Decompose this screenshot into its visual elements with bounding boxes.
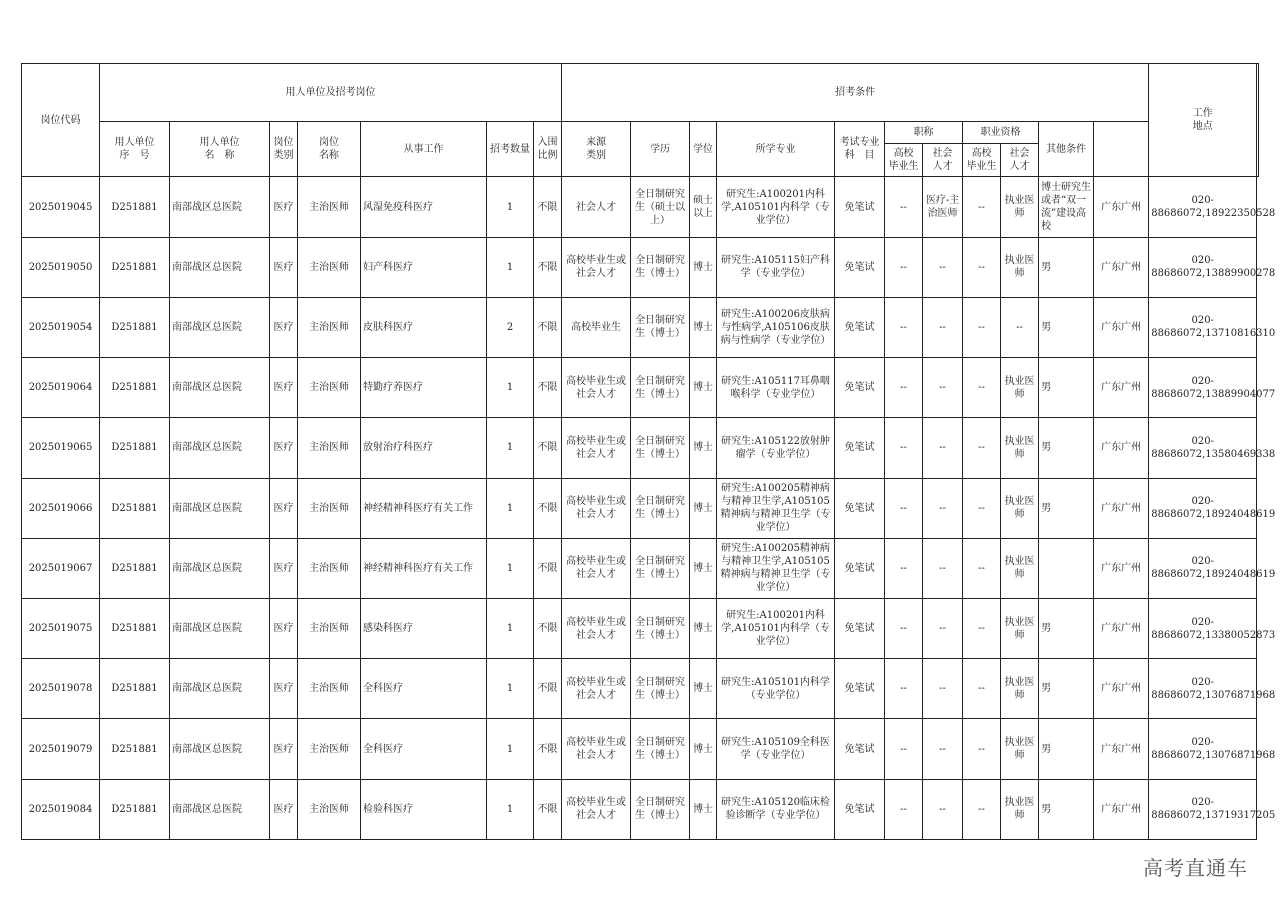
cell-work-content: 神经精神科医疗有关工作 bbox=[361, 478, 487, 538]
cell-title-grad: -- bbox=[885, 237, 923, 297]
cell-post-type: 医疗 bbox=[270, 297, 298, 357]
cell-qual-grad: -- bbox=[963, 297, 1001, 357]
cell-post-name: 主治医师 bbox=[298, 659, 361, 719]
cell-unit-name: 南部战区总医院 bbox=[170, 478, 270, 538]
table-row bbox=[22, 598, 1259, 658]
cell-phone: 020-88686072,13380052873 bbox=[1149, 598, 1257, 658]
cell-source: 高校毕业生或社会人才 bbox=[562, 418, 631, 478]
cell-other-conditions: 男 bbox=[1039, 719, 1094, 779]
cell-unit-seq: D251881 bbox=[100, 659, 170, 719]
cell-ratio: 不限 bbox=[534, 538, 562, 598]
cell-recruit-count: 1 bbox=[487, 478, 534, 538]
cell-exam-subject: 免笔试 bbox=[835, 237, 885, 297]
cell-work-content: 神经精神科医疗有关工作 bbox=[361, 538, 487, 598]
cell-exam-subject: 免笔试 bbox=[835, 719, 885, 779]
cell-phone: 020-88686072,13076871968 bbox=[1149, 659, 1257, 719]
cell-degree: 博士 bbox=[690, 598, 717, 658]
header-source: 来源 类别 bbox=[562, 122, 631, 177]
cell-source: 高校毕业生或社会人才 bbox=[562, 719, 631, 779]
table-row bbox=[22, 237, 1259, 297]
cell-major: 研究生:A105101内科学（专业学位） bbox=[717, 659, 835, 719]
cell-qual-social: 执业医师 bbox=[1001, 538, 1039, 598]
cell-education: 全日制研究生（博士） bbox=[631, 538, 690, 598]
cell-ratio: 不限 bbox=[534, 358, 562, 418]
cell-position-code: 2025019079 bbox=[22, 719, 100, 779]
header-title-grad: 高校 毕业生 bbox=[885, 144, 923, 177]
cell-education: 全日制研究生（博士） bbox=[631, 478, 690, 538]
cell-position-code: 2025019054 bbox=[22, 297, 100, 357]
header-recruit-count: 招考数量 bbox=[487, 122, 534, 177]
cell-title-social: -- bbox=[923, 297, 963, 357]
cell-unit-seq: D251881 bbox=[100, 598, 170, 658]
cell-phone: 020-88686072,13889900278 bbox=[1149, 237, 1257, 297]
cell-education: 全日制研究生（博士） bbox=[631, 418, 690, 478]
cell-other-conditions bbox=[1039, 538, 1094, 598]
table-row bbox=[22, 478, 1259, 538]
cell-unit-seq: D251881 bbox=[100, 719, 170, 779]
cell-title-grad: -- bbox=[885, 538, 923, 598]
table-row bbox=[22, 659, 1259, 719]
cell-exam-subject: 免笔试 bbox=[835, 779, 885, 839]
cell-ratio: 不限 bbox=[534, 719, 562, 779]
header-phone bbox=[1257, 64, 1259, 177]
cell-post-name: 主治医师 bbox=[298, 237, 361, 297]
cell-education: 全日制研究生（硕士以上） bbox=[631, 177, 690, 237]
cell-post-type: 医疗 bbox=[270, 538, 298, 598]
cell-qual-social: 执业医师 bbox=[1001, 418, 1039, 478]
cell-phone: 020-88686072,18922350528 bbox=[1149, 177, 1257, 237]
header-position-code: 岗位代码 bbox=[22, 64, 100, 177]
cell-title-social: -- bbox=[923, 478, 963, 538]
cell-unit-name: 南部战区总医院 bbox=[170, 598, 270, 658]
cell-position-code: 2025019078 bbox=[22, 659, 100, 719]
cell-title-social: -- bbox=[923, 418, 963, 478]
cell-exam-subject: 免笔试 bbox=[835, 598, 885, 658]
cell-source: 高校毕业生或社会人才 bbox=[562, 598, 631, 658]
cell-post-name: 主治医师 bbox=[298, 538, 361, 598]
cell-position-code: 2025019084 bbox=[22, 779, 100, 839]
cell-title-grad: -- bbox=[885, 598, 923, 658]
cell-exam-subject: 免笔试 bbox=[835, 177, 885, 237]
cell-title-social: -- bbox=[923, 358, 963, 418]
cell-source: 高校毕业生或社会人才 bbox=[562, 779, 631, 839]
cell-post-type: 医疗 bbox=[270, 779, 298, 839]
cell-position-code: 2025019066 bbox=[22, 478, 100, 538]
watermark: 高考直通车 bbox=[1143, 856, 1248, 880]
cell-other-conditions: 男 bbox=[1039, 659, 1094, 719]
cell-work-location: 广东广州 bbox=[1094, 237, 1149, 297]
cell-exam-subject: 免笔试 bbox=[835, 358, 885, 418]
cell-post-type: 医疗 bbox=[270, 237, 298, 297]
cell-exam-subject: 免笔试 bbox=[835, 478, 885, 538]
cell-education: 全日制研究生（博士） bbox=[631, 358, 690, 418]
cell-recruit-count: 1 bbox=[487, 719, 534, 779]
cell-post-name: 主治医师 bbox=[298, 598, 361, 658]
cell-title-grad: -- bbox=[885, 177, 923, 237]
cell-unit-name: 南部战区总医院 bbox=[170, 659, 270, 719]
cell-post-name: 主治医师 bbox=[298, 358, 361, 418]
header-unit-name: 用人单位 名 称 bbox=[170, 122, 270, 177]
cell-unit-seq: D251881 bbox=[100, 779, 170, 839]
cell-recruit-count: 1 bbox=[487, 358, 534, 418]
cell-unit-seq: D251881 bbox=[100, 418, 170, 478]
cell-title-social: 医疗-主治医师 bbox=[923, 177, 963, 237]
cell-qual-social: 执业医师 bbox=[1001, 779, 1039, 839]
cell-degree: 博士 bbox=[690, 237, 717, 297]
cell-qual-grad: -- bbox=[963, 237, 1001, 297]
header-education: 学历 bbox=[631, 122, 690, 177]
cell-exam-subject: 免笔试 bbox=[835, 538, 885, 598]
cell-post-type: 医疗 bbox=[270, 719, 298, 779]
cell-position-code: 2025019064 bbox=[22, 358, 100, 418]
cell-education: 全日制研究生（博士） bbox=[631, 598, 690, 658]
cell-education: 全日制研究生（博士） bbox=[631, 779, 690, 839]
cell-major: 研究生:A100201内科学,A105101内科学（专业学位） bbox=[717, 177, 835, 237]
cell-title-social: -- bbox=[923, 719, 963, 779]
table-row bbox=[22, 297, 1259, 357]
cell-phone: 020-88686072,13580469338 bbox=[1149, 418, 1257, 478]
header-title-social: 社会 人才 bbox=[923, 144, 963, 177]
cell-other-conditions: 博士研究生或者“双一流”建设高校 bbox=[1039, 177, 1094, 237]
cell-qual-social: -- bbox=[1001, 297, 1039, 357]
cell-qual-social: 执业医师 bbox=[1001, 598, 1039, 658]
cell-work-content: 风湿免疫科医疗 bbox=[361, 177, 487, 237]
cell-title-social: -- bbox=[923, 538, 963, 598]
cell-degree: 博士 bbox=[690, 659, 717, 719]
cell-post-name: 主治医师 bbox=[298, 297, 361, 357]
cell-position-code: 2025019065 bbox=[22, 418, 100, 478]
cell-post-type: 医疗 bbox=[270, 659, 298, 719]
cell-recruit-count: 1 bbox=[487, 418, 534, 478]
cell-position-code: 2025019050 bbox=[22, 237, 100, 297]
cell-qual-grad: -- bbox=[963, 779, 1001, 839]
header-exam-subject: 考试专业 科 目 bbox=[835, 122, 885, 177]
cell-ratio: 不限 bbox=[534, 177, 562, 237]
cell-qual-grad: -- bbox=[963, 478, 1001, 538]
cell-work-location: 广东广州 bbox=[1094, 418, 1149, 478]
cell-work-location: 广东广州 bbox=[1094, 779, 1149, 839]
cell-ratio: 不限 bbox=[534, 297, 562, 357]
cell-degree: 硕士以上 bbox=[690, 177, 717, 237]
cell-recruit-count: 1 bbox=[487, 237, 534, 297]
cell-unit-seq: D251881 bbox=[100, 297, 170, 357]
cell-ratio: 不限 bbox=[534, 779, 562, 839]
cell-post-type: 医疗 bbox=[270, 478, 298, 538]
cell-unit-name: 南部战区总医院 bbox=[170, 418, 270, 478]
cell-ratio: 不限 bbox=[534, 598, 562, 658]
header-degree: 学位 bbox=[690, 122, 717, 177]
cell-title-grad: -- bbox=[885, 478, 923, 538]
cell-ratio: 不限 bbox=[534, 237, 562, 297]
cell-work-content: 放射治疗科医疗 bbox=[361, 418, 487, 478]
table-row bbox=[22, 779, 1259, 839]
cell-post-name: 主治医师 bbox=[298, 478, 361, 538]
cell-qual-social: 执业医师 bbox=[1001, 177, 1039, 237]
cell-qual-social: 执业医师 bbox=[1001, 659, 1039, 719]
cell-education: 全日制研究生（博士） bbox=[631, 719, 690, 779]
header-post-name: 岗位 名称 bbox=[298, 122, 361, 177]
header-work-content: 从事工作 bbox=[361, 122, 487, 177]
cell-recruit-count: 1 bbox=[487, 177, 534, 237]
cell-education: 全日制研究生（博士） bbox=[631, 297, 690, 357]
table-row bbox=[22, 538, 1259, 598]
cell-other-conditions: 男 bbox=[1039, 358, 1094, 418]
cell-other-conditions: 男 bbox=[1039, 418, 1094, 478]
cell-work-content: 全科医疗 bbox=[361, 659, 487, 719]
cell-work-location: 广东广州 bbox=[1094, 659, 1149, 719]
header-major: 所学专业 bbox=[717, 122, 835, 177]
header-conditions-group: 招考条件 bbox=[562, 64, 1149, 122]
header-unit-seq: 用人单位 序 号 bbox=[100, 122, 170, 177]
cell-post-name: 主治医师 bbox=[298, 719, 361, 779]
cell-unit-name: 南部战区总医院 bbox=[170, 297, 270, 357]
cell-qual-social: 执业医师 bbox=[1001, 358, 1039, 418]
cell-title-grad: -- bbox=[885, 719, 923, 779]
cell-recruit-count: 1 bbox=[487, 598, 534, 658]
cell-qual-social: 执业医师 bbox=[1001, 719, 1039, 779]
cell-qual-grad: -- bbox=[963, 719, 1001, 779]
cell-title-grad: -- bbox=[885, 358, 923, 418]
table-row bbox=[22, 358, 1259, 418]
cell-work-location: 广东广州 bbox=[1094, 598, 1149, 658]
cell-degree: 博士 bbox=[690, 297, 717, 357]
cell-source: 高校毕业生 bbox=[562, 297, 631, 357]
cell-source: 高校毕业生或社会人才 bbox=[562, 358, 631, 418]
cell-other-conditions: 男 bbox=[1039, 598, 1094, 658]
cell-unit-name: 南部战区总医院 bbox=[170, 358, 270, 418]
cell-title-grad: -- bbox=[885, 418, 923, 478]
cell-major: 研究生:A100205精神病与精神卫生学,A105105精神病与精神卫生学（专业学位） bbox=[717, 538, 835, 598]
header-other: 其他条件 bbox=[1039, 122, 1094, 177]
cell-phone: 020-88686072,13719317205 bbox=[1149, 779, 1257, 839]
cell-source: 高校毕业生或社会人才 bbox=[562, 538, 631, 598]
cell-title-social: -- bbox=[923, 779, 963, 839]
cell-education: 全日制研究生（博士） bbox=[631, 237, 690, 297]
cell-title-social: -- bbox=[923, 659, 963, 719]
header-qual-grad: 高校 毕业生 bbox=[963, 144, 1001, 177]
header-title: 职称 bbox=[885, 122, 963, 144]
cell-source: 高校毕业生或社会人才 bbox=[562, 478, 631, 538]
table-row bbox=[22, 719, 1259, 779]
cell-position-code: 2025019045 bbox=[22, 177, 100, 237]
cell-phone: 020-88686072,18924048619 bbox=[1149, 538, 1257, 598]
cell-ratio: 不限 bbox=[534, 418, 562, 478]
cell-exam-subject: 免笔试 bbox=[835, 659, 885, 719]
cell-major: 研究生:A105122放射肿瘤学（专业学位） bbox=[717, 418, 835, 478]
cell-unit-name: 南部战区总医院 bbox=[170, 177, 270, 237]
cell-major: 研究生:A105117耳鼻咽喉科学（专业学位） bbox=[717, 358, 835, 418]
cell-position-code: 2025019067 bbox=[22, 538, 100, 598]
cell-degree: 博士 bbox=[690, 418, 717, 478]
cell-work-location: 广东广州 bbox=[1094, 478, 1149, 538]
cell-qual-grad: -- bbox=[963, 177, 1001, 237]
header-qualification: 职业资格 bbox=[963, 122, 1039, 144]
cell-work-location: 广东广州 bbox=[1094, 719, 1149, 779]
cell-work-content: 妇产科医疗 bbox=[361, 237, 487, 297]
cell-position-code: 2025019075 bbox=[22, 598, 100, 658]
cell-qual-grad: -- bbox=[963, 538, 1001, 598]
cell-recruit-count: 1 bbox=[487, 538, 534, 598]
cell-title-grad: -- bbox=[885, 659, 923, 719]
cell-work-content: 全科医疗 bbox=[361, 719, 487, 779]
cell-ratio: 不限 bbox=[534, 659, 562, 719]
cell-other-conditions: 男 bbox=[1039, 478, 1094, 538]
cell-degree: 博士 bbox=[690, 358, 717, 418]
cell-source: 高校毕业生或社会人才 bbox=[562, 237, 631, 297]
cell-source: 社会人才 bbox=[562, 177, 631, 237]
recruitment-table bbox=[21, 63, 1276, 840]
cell-unit-name: 南部战区总医院 bbox=[170, 538, 270, 598]
cell-unit-name: 南部战区总医院 bbox=[170, 779, 270, 839]
cell-qual-social: 执业医师 bbox=[1001, 478, 1039, 538]
cell-degree: 博士 bbox=[690, 719, 717, 779]
cell-unit-seq: D251881 bbox=[100, 177, 170, 237]
header-qual-social: 社会 人才 bbox=[1001, 144, 1039, 177]
cell-unit-seq: D251881 bbox=[100, 538, 170, 598]
table-row bbox=[22, 177, 1259, 237]
cell-work-content: 感染科医疗 bbox=[361, 598, 487, 658]
cell-unit-name: 南部战区总医院 bbox=[170, 237, 270, 297]
header-work-location: 工作 地点 bbox=[1149, 64, 1257, 177]
cell-post-name: 主治医师 bbox=[298, 418, 361, 478]
cell-unit-seq: D251881 bbox=[100, 358, 170, 418]
cell-post-name: 主治医师 bbox=[298, 779, 361, 839]
cell-work-location: 广东广州 bbox=[1094, 297, 1149, 357]
cell-degree: 博士 bbox=[690, 478, 717, 538]
cell-major: 研究生:A105109全科医学（专业学位） bbox=[717, 719, 835, 779]
cell-degree: 博士 bbox=[690, 779, 717, 839]
cell-work-content: 特勤疗养医疗 bbox=[361, 358, 487, 418]
cell-work-content: 皮肤科医疗 bbox=[361, 297, 487, 357]
cell-major: 研究生:A100201内科学,A105101内科学（专业学位） bbox=[717, 598, 835, 658]
cell-phone: 020-88686072,13710816310 bbox=[1149, 297, 1257, 357]
cell-exam-subject: 免笔试 bbox=[835, 418, 885, 478]
cell-major: 研究生:A105120临床检验诊断学（专业学位） bbox=[717, 779, 835, 839]
cell-major: 研究生:A100206皮肤病与性病学,A105106皮肤病与性病学（专业学位） bbox=[717, 297, 835, 357]
cell-post-type: 医疗 bbox=[270, 358, 298, 418]
cell-work-location: 广东广州 bbox=[1094, 177, 1149, 237]
cell-unit-seq: D251881 bbox=[100, 478, 170, 538]
cell-source: 高校毕业生或社会人才 bbox=[562, 659, 631, 719]
cell-work-content: 检验科医疗 bbox=[361, 779, 487, 839]
cell-qual-grad: -- bbox=[963, 598, 1001, 658]
cell-post-type: 医疗 bbox=[270, 598, 298, 658]
cell-ratio: 不限 bbox=[534, 478, 562, 538]
header-post-type: 岗位 类别 bbox=[270, 122, 298, 177]
cell-qual-grad: -- bbox=[963, 358, 1001, 418]
header-unit-group: 用人单位及招考岗位 bbox=[100, 64, 562, 122]
cell-other-conditions: 男 bbox=[1039, 297, 1094, 357]
cell-phone: 020-88686072,13889904077 bbox=[1149, 358, 1257, 418]
cell-degree: 博士 bbox=[690, 538, 717, 598]
table-row bbox=[22, 418, 1259, 478]
cell-unit-name: 南部战区总医院 bbox=[170, 719, 270, 779]
cell-phone: 020-88686072,13076871968 bbox=[1149, 719, 1257, 779]
header-ratio: 入围 比例 bbox=[534, 122, 562, 177]
cell-title-social: -- bbox=[923, 237, 963, 297]
cell-exam-subject: 免笔试 bbox=[835, 297, 885, 357]
cell-post-name: 主治医师 bbox=[298, 177, 361, 237]
cell-recruit-count: 1 bbox=[487, 779, 534, 839]
cell-qual-social: 执业医师 bbox=[1001, 237, 1039, 297]
cell-qual-grad: -- bbox=[963, 418, 1001, 478]
cell-qual-grad: -- bbox=[963, 659, 1001, 719]
cell-post-type: 医疗 bbox=[270, 418, 298, 478]
cell-work-location: 广东广州 bbox=[1094, 358, 1149, 418]
cell-recruit-count: 1 bbox=[487, 659, 534, 719]
cell-education: 全日制研究生（博士） bbox=[631, 659, 690, 719]
cell-unit-seq: D251881 bbox=[100, 237, 170, 297]
cell-other-conditions: 男 bbox=[1039, 779, 1094, 839]
cell-title-grad: -- bbox=[885, 297, 923, 357]
cell-major: 研究生:A100205精神病与精神卫生学,A105105精神病与精神卫生学（专业学位） bbox=[717, 478, 835, 538]
cell-phone: 020-88686072,18924048619 bbox=[1149, 478, 1257, 538]
cell-other-conditions: 男 bbox=[1039, 237, 1094, 297]
cell-title-social: -- bbox=[923, 598, 963, 658]
cell-work-location: 广东广州 bbox=[1094, 538, 1149, 598]
cell-title-grad: -- bbox=[885, 779, 923, 839]
cell-recruit-count: 2 bbox=[487, 297, 534, 357]
cell-post-type: 医疗 bbox=[270, 177, 298, 237]
cell-major: 研究生:A105115妇产科学（专业学位） bbox=[717, 237, 835, 297]
